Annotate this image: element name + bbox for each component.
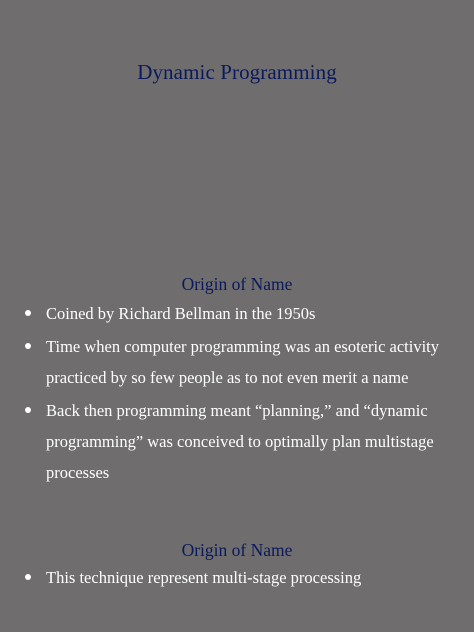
bullet-dot-icon (25, 407, 31, 413)
bullet-dot-icon (25, 574, 31, 580)
slide-title: Dynamic Programming (137, 60, 337, 84)
bullet-dot-icon (25, 310, 31, 316)
bullet-item (20, 395, 465, 488)
bullet-dot-icon (25, 343, 31, 349)
bullet-text: This technique represent multi-stage processing (46, 568, 362, 587)
bullet-item (20, 298, 465, 329)
bullet-item (20, 562, 465, 593)
bullet-text: Time when computer programming was an esoteric activity practiced by so few people as to not even merit a name (46, 337, 440, 387)
bullet-item (20, 331, 465, 393)
bullet-list-2 (20, 562, 465, 593)
bullet-list-1 (20, 298, 465, 488)
section-heading-origin-1: Origin of Name (181, 274, 293, 294)
bullet-text: Coined by Richard Bellman in the 1950s (46, 304, 316, 323)
section-heading-origin-2: Origin of Name (181, 540, 293, 560)
bullet-text: Back then programming meant “planning,” and “dynamic programming” was conceived to optimally plan multistage processes (46, 401, 434, 482)
